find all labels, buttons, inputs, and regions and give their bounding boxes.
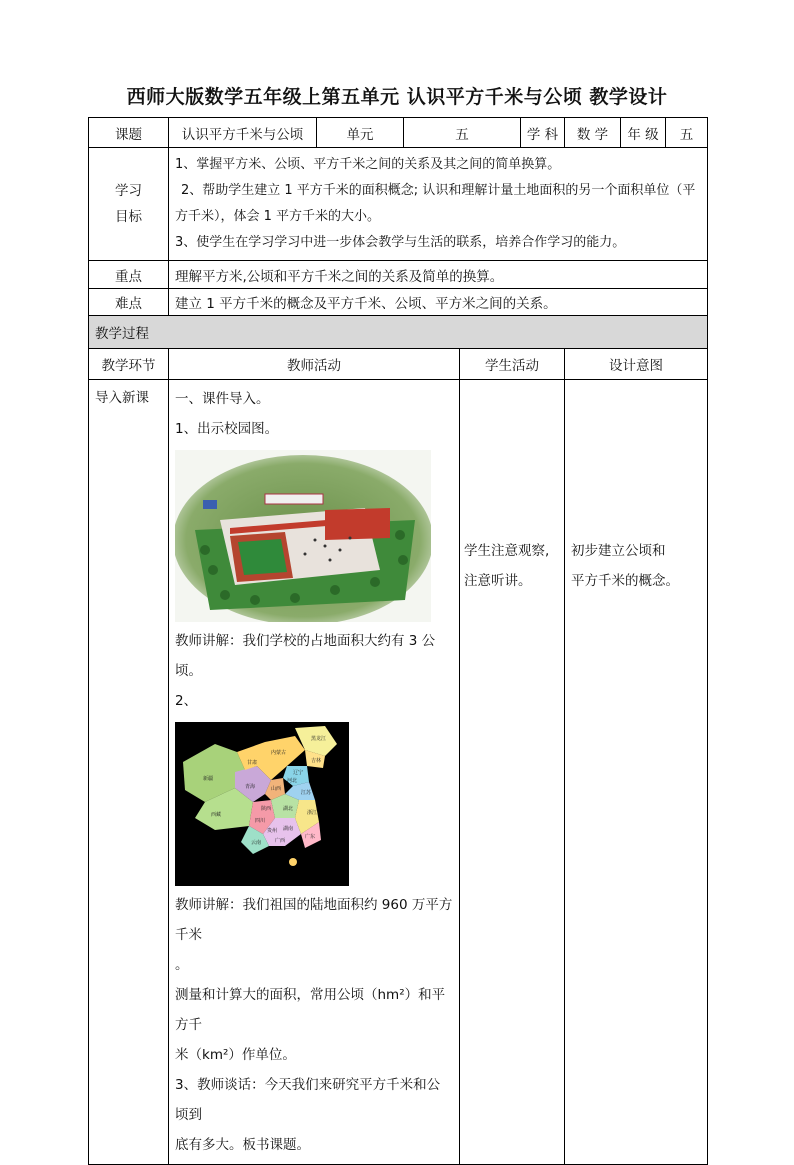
goals-row [89,148,708,261]
topic-value: 认识平方千米与公顷 [169,118,317,148]
grade-value: 五 [666,118,708,148]
map-label-jiangsu: 江苏 [301,790,312,796]
process-header-row [89,349,708,380]
subject-value: 数 学 [565,118,621,148]
teacher-line-9: 底有多大。板书课题。 [175,1137,310,1153]
stage-cell: 导入新课 [89,380,169,1165]
topic-label: 课题 [89,118,169,148]
map-label-guangxi: 广西 [275,838,286,844]
difficulty-text: 建立 1 平方千米的概念及平方千米、公顷、平方米之间的关系。 [169,289,708,316]
teacher-activity-cell [169,380,460,1165]
goal-item-1: 1、掌握平方米、公顷、平方千米之间的关系及其之间的简单换算。 [175,157,561,172]
teacher-line-7: 米（km²）作单位。 [175,1047,296,1063]
unit-label: 单元 [317,118,404,148]
map-label-shanxi: 山西 [271,786,282,792]
map-label-zhejiang: 浙江 [307,810,318,816]
teacher-line-5b: 。 [175,957,189,973]
map-label-shaanxi: 陕西 [261,806,272,812]
col-intent: 设计意图 [565,349,708,380]
goals-label-line2: 目标 [115,209,142,225]
teacher-line-8: 3、教师谈话：今天我们来研究平方千米和公顷到 [175,1077,441,1123]
difficulty-label: 难点 [89,289,169,316]
teacher-line-1: 一、课件导入。 [175,391,270,407]
teacher-line-5: 教师讲解：我们祖国的陆地面积约 960 万平方千米 [175,897,453,943]
map-label-guizhou: 贵州 [267,828,278,834]
map-label-xinjiang: 新疆 [203,776,214,782]
map-label-liaoning: 辽宁 [293,770,304,776]
key-point-text: 理解平方米,公顷和平方千米之间的关系及简单的换算。 [169,261,708,289]
goals-label [89,148,169,261]
lesson-plan-table [88,117,708,1165]
map-label-gansu: 甘肃 [247,760,258,766]
map-label-guangdong: 广东 [305,834,316,840]
map-label-sichuan: 四川 [255,818,266,824]
process-row [89,380,708,1165]
col-teacher: 教师活动 [169,349,460,380]
student-line-2: 注意听讲。 [464,573,532,589]
col-stage: 教学环节 [89,349,169,380]
col-student: 学生活动 [460,349,565,380]
student-activity-cell [460,380,565,1165]
teacher-line-4: 2、 [175,693,198,709]
process-section-label: 教学过程 [89,316,708,349]
intent-line-1: 初步建立公顷和 [571,543,666,559]
intent-line-2: 平方千米的概念。 [571,573,679,589]
goal-item-2: 2、帮助学生建立 1 平方千米的面积概念; 认识和理解计量土地面积的另一个面积单位（平方千米），体会 1 平方千米的大小。 [175,183,696,224]
student-line-1: 学生注意观察, [464,543,550,559]
map-label-xizang: 西藏 [211,812,222,818]
goals-content [169,148,708,261]
teacher-line-3: 教师讲解：我们学校的占地面积大约有 3 公顷。 [175,633,436,679]
subject-label: 学 科 [521,118,565,148]
china-map-image [175,722,349,886]
map-label-yunnan: 云南 [251,840,262,846]
page-title: 西师大版数学五年级上第五单元 认识平方千米与公顷 教学设计 [126,86,668,108]
difficulty-row [89,289,708,316]
campus-image [175,450,431,622]
teacher-line-6: 测量和计算大的面积，常用公顷（hm²）和平方千 [175,987,446,1033]
map-label-hubei: 湖北 [283,806,294,812]
map-label-neimenggu: 内蒙古 [271,750,287,756]
map-label-jilin: 吉林 [311,758,322,764]
map-label-heilongjiang: 黑龙江 [311,736,327,742]
map-label-qinghai: 青海 [245,784,256,790]
design-intent-cell [565,380,708,1165]
goals-label-line1: 学习 [115,183,142,199]
teacher-line-2: 1、出示校园图。 [175,421,279,437]
header-row [89,118,708,148]
grade-label: 年 级 [621,118,666,148]
map-label-hebei: 河北 [287,778,298,784]
key-point-row [89,261,708,289]
goal-item-3: 3、使学生在学习学习中进一步体会教学与生活的联系，培养合作学习的能力。 [175,235,626,250]
unit-value: 五 [404,118,521,148]
process-section-row [89,316,708,349]
map-label-hunan: 湖南 [283,826,294,832]
key-point-label: 重点 [89,261,169,289]
